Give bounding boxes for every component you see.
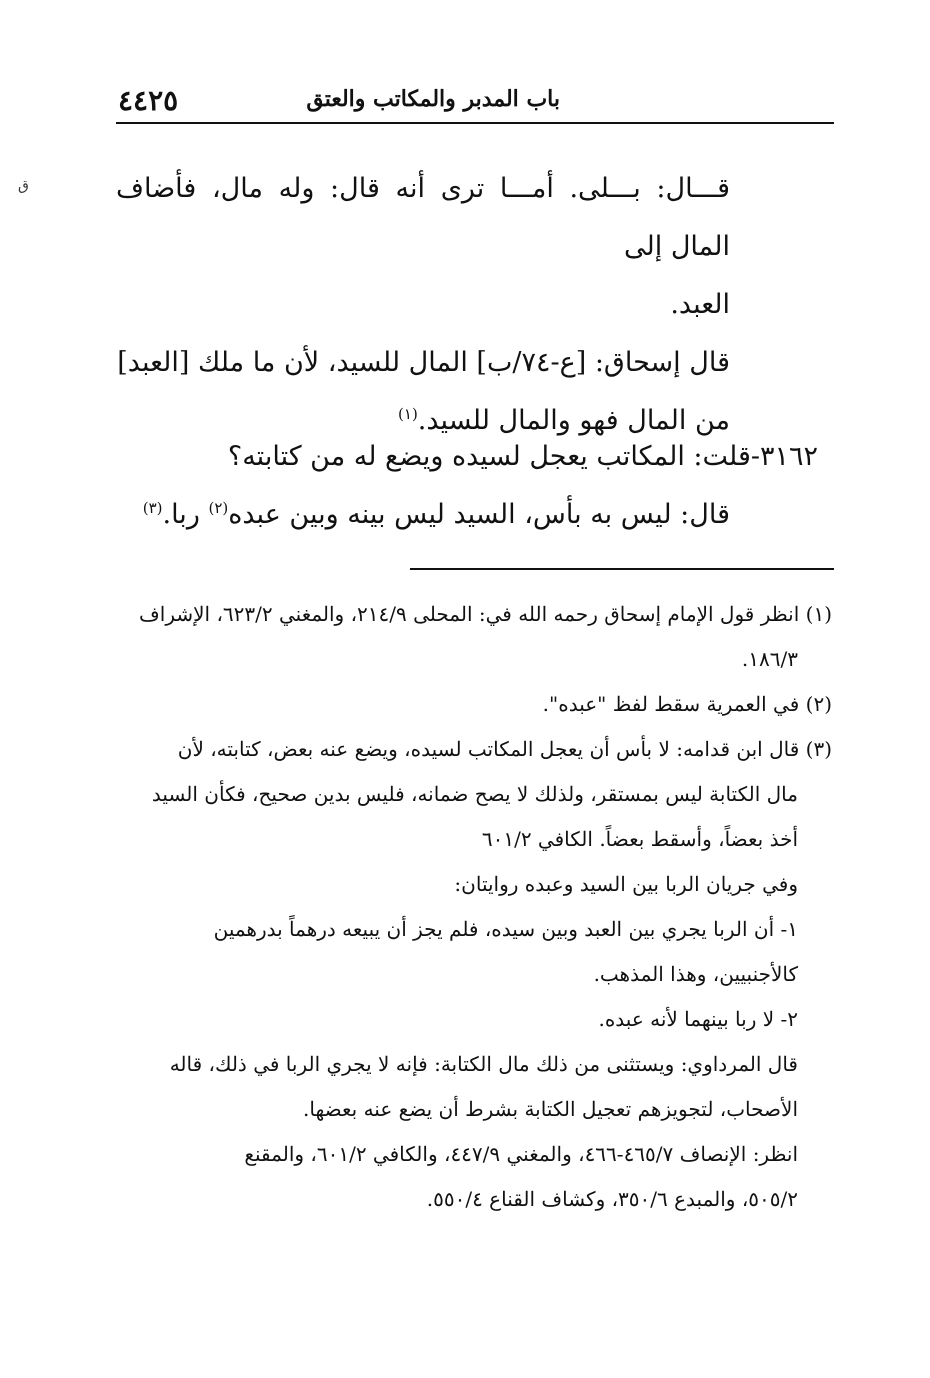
page-number: ٤٤٢٥ [118,84,179,117]
answer-line [118,486,818,544]
footnote-3-line: انظر: الإنصاف ٤٦٥/٧-٤٦٦، والمغني ٤٤٧/٩، والكافي ٦٠١/٢، والمقنع [244,1142,798,1166]
footnote-3-line: كالأجنبيين، وهذا المذهب. [593,962,798,986]
footnote-ref-3: (٣) [142,499,163,517]
running-title: باب المدبر والمكاتب والعتق [306,86,560,112]
footnote-ref-2: (٢) [208,499,229,517]
footnote-3-line: ٥٠٥/٢، والمبدع ٣٥٠/٦، وكشاف القناع ٥٥٠/٤. [426,1187,798,1211]
footnote-3-line: مال الكتابة ليس بمستقر، ولذلك لا يصح ضمانه، فليس بدين صحيح، فكأن السيد [151,782,798,806]
answer-text-end: ربا. [162,499,209,530]
footnote-ref-1: (١) [398,405,418,423]
main-line: العبد. [670,289,730,320]
main-text [116,160,730,450]
footnote-3-line: الأصحاب، لتجويزهم تعجيل الكتابة بشرط أن يضع عنه بعضها. [303,1097,798,1121]
footnote-3-line: وفي جريان الربا بين السيد وعبده روايتان: [454,872,798,896]
margin-mark: ق [18,178,29,194]
footnote-3-line: ٢- لا ربا بينهما لأنه عبده. [598,1007,798,1031]
footnote-1: (١) انظر قول الإمام إسحاق رحمه الله في: المحلى ٢١٤/٩، والمغني ٦٢٣/٢، الإشراف [139,602,832,626]
footnote-3-line: ١- أن الربا يجري بين العبد وبين سيده، فلم يجز أن يبيعه درهماً بدرهمين [213,917,798,941]
footnote-separator [410,568,834,570]
answer-text: قال: ليس به بأس، السيد ليس بينه وبين عبده [228,499,730,530]
main-line-text: من المال فهو والمال للسيد. [417,405,730,436]
footnote-2: (٢) في العمرية سقط لفظ "عبده". [542,692,832,716]
main-line: قـــال: بـــلى. أمـــا ترى أنه قال: وله مال، فأضاف المال إلى [116,173,730,262]
footnotes [114,592,832,1222]
header-rule [116,122,834,124]
footnote-1-cont: ١٨٦/٣. [741,647,798,671]
main-line: قال إسحاق: [ع-٧٤/ب] المال للسيد، لأن ما ملك [العبد] [117,347,730,378]
question-block [118,428,818,544]
footnote-3: (٣) قال ابن قدامه: لا بأس أن يعجل المكاتب لسيده، ويضع عنه بعض، كتابته، لأن [177,737,832,761]
footnote-3-line: أخذ بعضاً، وأسقط بعضاً. الكافي ٦٠١/٢ [481,827,798,851]
question-text: ٣١٦٢-قلت: المكاتب يعجل لسيده ويضع له من كتابته؟ [227,441,818,472]
footnote-3-line: قال المرداوي: ويستثنى من ذلك مال الكتابة: فإنه لا يجري الربا في ذلك، قاله [169,1052,798,1076]
